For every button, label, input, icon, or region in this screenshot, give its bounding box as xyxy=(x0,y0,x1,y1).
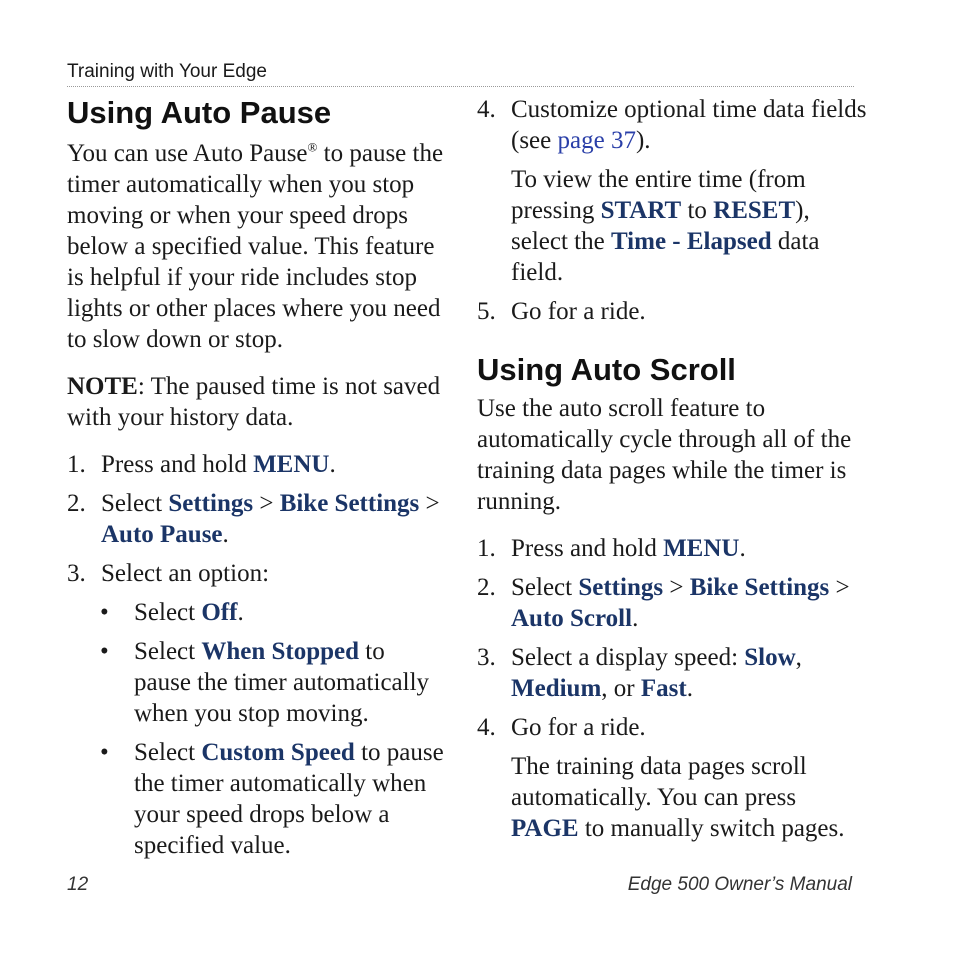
separator: , or xyxy=(601,675,641,702)
step-number: 1. xyxy=(67,451,86,478)
detail-text: The training data pages scroll automatically. You can press xyxy=(511,753,807,811)
option-off xyxy=(67,597,447,628)
step-text-end: . xyxy=(222,521,229,548)
bullet-text: Select xyxy=(134,739,202,766)
step-text-end: . xyxy=(632,605,639,632)
step-text: Press and hold xyxy=(511,535,664,562)
keyword-settings: Settings xyxy=(578,574,664,601)
step-1 xyxy=(67,449,447,480)
detail-text: To view the entire time (from pressing xyxy=(511,166,806,224)
step-text: Select an option: xyxy=(101,560,270,587)
detail-text-end: data field. xyxy=(511,228,820,286)
bullet-icon: • xyxy=(100,638,109,665)
scroll-step-4-detail xyxy=(477,751,867,844)
keyword-when-stopped: When Stopped xyxy=(201,638,360,665)
registered-mark: ® xyxy=(307,139,318,155)
intro-text-b: to pause the timer automatically when you stop moving or when your speed drops below a specified value. This feature is helpful if your ride includes stop lights or other places where you need to slow down or stop. xyxy=(67,140,444,353)
step-4-detail xyxy=(477,164,867,288)
step-number: 3. xyxy=(477,644,496,671)
keyword-start: START xyxy=(600,197,682,224)
scroll-step-1 xyxy=(477,533,867,564)
note-label: NOTE xyxy=(67,373,138,400)
separator: > xyxy=(663,574,690,601)
bullet-text-end: to pause the timer automatically when your speed drops below a specified value. xyxy=(134,739,444,859)
keyword-medium: Medium xyxy=(511,675,602,702)
note-paragraph xyxy=(67,371,447,433)
bullet-text-end: . xyxy=(237,599,244,626)
keyword-menu: MENU xyxy=(253,451,330,478)
step-text: Go for a ride. xyxy=(511,714,646,741)
step-text: Press and hold xyxy=(101,451,254,478)
step-text: Select xyxy=(101,490,169,517)
right-column xyxy=(477,94,867,844)
keyword-menu: MENU xyxy=(663,535,740,562)
step-number: 2. xyxy=(477,574,496,601)
step-number: 4. xyxy=(477,96,496,123)
step-number: 5. xyxy=(477,298,496,325)
keyword-auto-scroll: Auto Scroll xyxy=(511,605,633,632)
scroll-step-4 xyxy=(477,712,867,743)
detail-text: ), select the xyxy=(511,197,810,255)
keyword-bike-settings: Bike Settings xyxy=(689,574,830,601)
step-number: 1. xyxy=(477,535,496,562)
left-column xyxy=(67,94,447,861)
keyword-auto-pause: Auto Pause xyxy=(101,521,223,548)
step-text-end: . xyxy=(686,675,693,702)
step-text: Select xyxy=(511,574,579,601)
separator: > xyxy=(253,490,280,517)
bullet-text: Select xyxy=(134,638,202,665)
intro-text-a: You can use Auto Pause xyxy=(67,140,308,167)
scroll-step-2 xyxy=(477,572,867,634)
separator: > xyxy=(829,574,850,601)
option-when-stopped xyxy=(67,636,447,729)
keyword-fast: Fast xyxy=(640,675,687,702)
keyword-slow: Slow xyxy=(744,644,796,671)
keyword-custom-speed: Custom Speed xyxy=(201,739,355,766)
bullet-text: Select xyxy=(134,599,202,626)
keyword-time-elapsed: Time - Elapsed xyxy=(610,228,772,255)
keyword-settings: Settings xyxy=(168,490,254,517)
note-text: : The paused time is not saved with your history data. xyxy=(67,373,441,431)
manual-title: Edge 500 Owner’s Manual xyxy=(627,874,852,895)
running-header: Training with Your Edge xyxy=(67,61,267,82)
step-text-end: . xyxy=(329,451,336,478)
step-number: 2. xyxy=(67,490,86,517)
bullet-icon: • xyxy=(100,739,109,766)
section-title-auto-scroll: Using Auto Scroll xyxy=(477,352,736,387)
step-4 xyxy=(477,94,867,156)
step-text-end: . xyxy=(739,535,746,562)
detail-text-end: to manually switch pages. xyxy=(578,815,845,842)
bullet-icon: • xyxy=(100,599,109,626)
section-title-auto-pause: Using Auto Pause xyxy=(67,95,332,130)
auto-pause-intro xyxy=(67,138,447,355)
step-text: Customize optional time data fields (see xyxy=(511,96,867,154)
step-number: 4. xyxy=(477,714,496,741)
bullet-text-end: to pause the timer automatically when you stop moving. xyxy=(134,638,430,727)
option-custom-speed xyxy=(67,737,447,861)
separator: , xyxy=(795,644,802,671)
step-5 xyxy=(477,296,867,327)
step-text-end: ). xyxy=(635,127,651,154)
keyword-off: Off xyxy=(201,599,238,626)
step-3 xyxy=(67,558,447,589)
step-text: Select a display speed: xyxy=(511,644,745,671)
keyword-page: PAGE xyxy=(511,815,579,842)
page-number: 12 xyxy=(67,874,89,895)
scroll-step-3 xyxy=(477,642,867,704)
keyword-bike-settings: Bike Settings xyxy=(279,490,420,517)
separator: > xyxy=(419,490,440,517)
step-number: 3. xyxy=(67,560,86,587)
step-2 xyxy=(67,488,447,550)
auto-scroll-intro: Use the auto scroll feature to automatically cycle through all of the training data pages while the timer is running. xyxy=(477,395,852,515)
header-divider xyxy=(67,86,854,87)
detail-text: to xyxy=(681,197,714,224)
keyword-reset: RESET xyxy=(713,197,796,224)
page-link[interactable]: page 37 xyxy=(557,127,636,154)
step-text: Go for a ride. xyxy=(511,298,646,325)
